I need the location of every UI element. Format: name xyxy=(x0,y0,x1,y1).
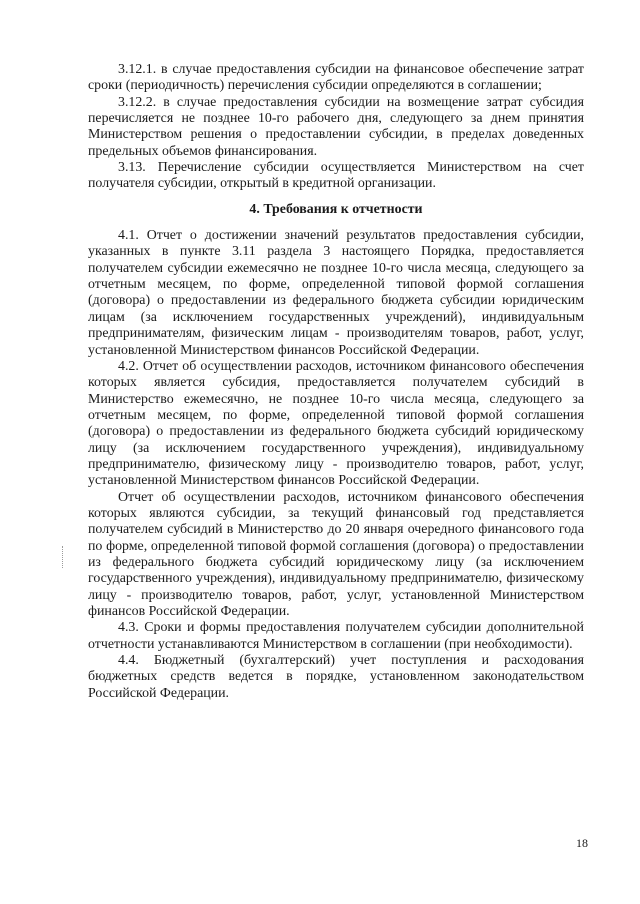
section-heading: 4. Требования к отчетности xyxy=(249,201,423,217)
page-number: 18 xyxy=(576,836,588,850)
paragraph-3-13: 3.13. Перечисление субсидии осуществляется Министерством на счет получателя субсидии, открытый в кредитной организации. xyxy=(88,160,584,192)
document-page xyxy=(88,62,584,702)
paragraph-3-12-1: 3.12.1. в случае предоставления субсидии на финансовое обеспечение затрат сроки (периодичность) перечисления субсидии определяются в соглашении; xyxy=(88,62,584,94)
paragraph-4-1: 4.1. Отчет о достижении значений результатов предоставления субсидии, указанных в пункте 3.11 раздела 3 настоящего Порядка, предоставляется получателем субсидии ежемесячно не позднее 10-го числа месяца, следующего за отчетным месяцем, по форме, определенной типовой формой соглашения (договора) о предоставлении из федерального бюджета субсидии юридическим лицам (за исключением государственных учреждений), индивидуальным предпринимателям, физическим лицам - производителям товаров, работ, услуг, установленной Министерством финансов Российской Федерации. xyxy=(88,228,584,358)
paragraph-4-2-annual-report: Отчет об осуществлении расходов, источником финансового обеспечения которых являются субсидии, за текущий финансовый год представляется получателем субсидий в Министерство до 20 января очередного финансового года по форме, определенной типовой формой соглашения (договора) о предоставлении из федерального бюджета субсидий юридическому лицу (за исключением государственного учреждения), индивидуальному предпринимателю, физическому лицу - производителю товаров, работ, услуг, установленной Министерством финансов Российской Федерации. xyxy=(88,489,584,619)
paragraph-4-4: 4.4. Бюджетный (бухгалтерский) учет поступления и расходования бюджетных средств ведется в порядке, установленном законодательством Российской Федерации. xyxy=(88,653,584,701)
paragraph-4-3: 4.3. Сроки и формы предоставления получателем субсидии дополнительной отчетности устанавливаются Министерством в соглашении (при необходимости). xyxy=(88,620,584,652)
paragraph-3-12-2: 3.12.2. в случае предоставления субсидии на возмещение затрат субсидия перечисляется не позднее 10-го рабочего дня, следующего за днем принятия Министерством решения о предоставлении субсидии, в пределах доведенных предельных объемов финансирования. xyxy=(88,94,584,159)
scan-margin-mark xyxy=(62,546,66,568)
paragraph-4-2: 4.2. Отчет об осуществлении расходов, источником финансового обеспечения которых является субсидия, предоставляется получателем субсидий в Министерство ежемесячно, не позднее 10-го числа месяца, следующего за отчетным месяцем, по форме, определенной типовой формой соглашения (договора) о предоставлении из федерального бюджета субсидий юридическому лицу (за исключением государственного учреждения), индивидуальному предпринимателю, физическому лицу - производителю товаров, работ, услуг, установленной Министерством финансов Российской Федерации. xyxy=(88,358,584,489)
